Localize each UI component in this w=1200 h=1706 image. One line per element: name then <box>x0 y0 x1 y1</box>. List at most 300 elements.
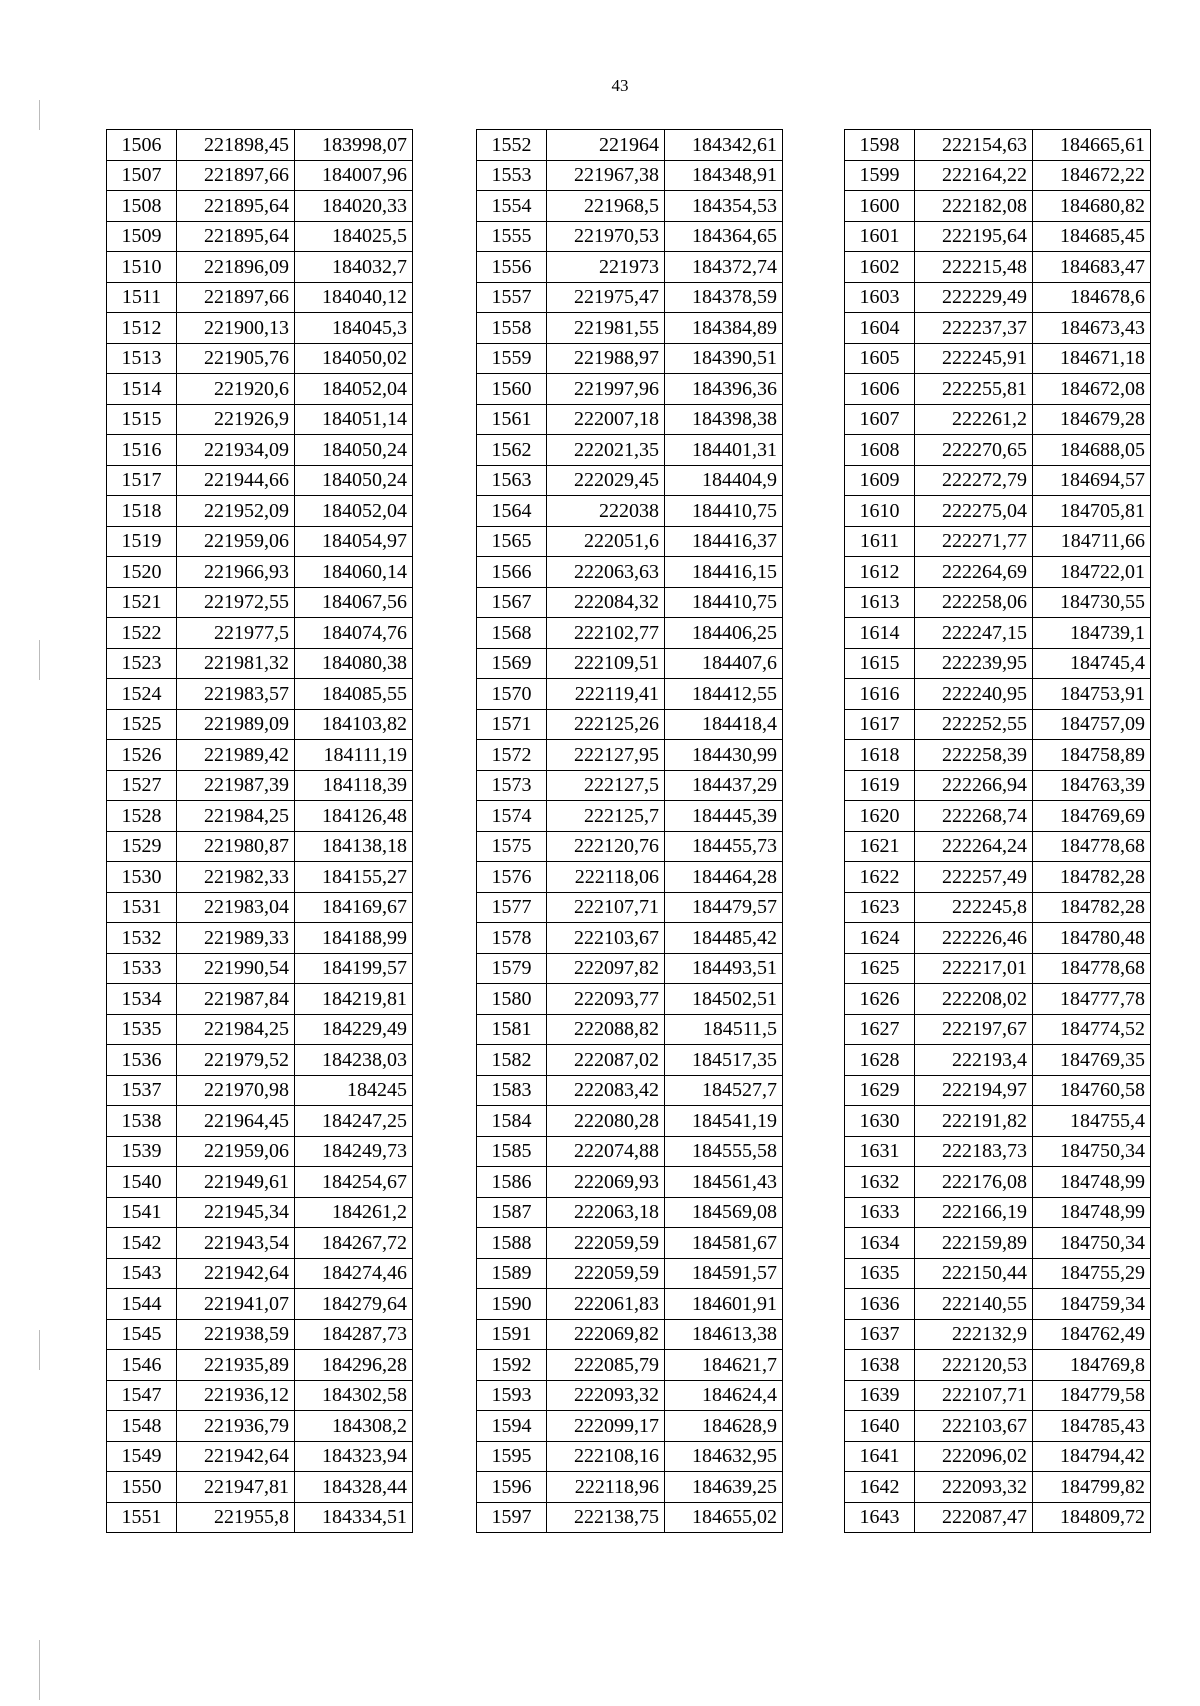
table-row <box>107 953 413 984</box>
table-row <box>845 1441 1151 1472</box>
point-number-cell: 1603 <box>845 282 915 313</box>
table-row <box>845 1472 1151 1503</box>
point-number-cell: 1585 <box>477 1136 547 1167</box>
x-coordinate-cell: 221895,64 <box>177 221 295 252</box>
x-coordinate-cell: 222127,95 <box>547 740 665 771</box>
table-row <box>845 465 1151 496</box>
y-coordinate-cell: 184569,08 <box>665 1197 783 1228</box>
point-number-cell: 1534 <box>107 984 177 1015</box>
point-number-cell: 1538 <box>107 1106 177 1137</box>
y-coordinate-cell: 184279,64 <box>295 1289 413 1320</box>
table-row <box>477 1289 783 1320</box>
x-coordinate-cell: 221936,12 <box>177 1380 295 1411</box>
y-coordinate-cell: 184527,7 <box>665 1075 783 1106</box>
x-coordinate-cell: 221975,47 <box>547 282 665 313</box>
x-coordinate-cell: 221987,84 <box>177 984 295 1015</box>
x-coordinate-cell: 221967,38 <box>547 160 665 191</box>
x-coordinate-cell: 222229,49 <box>915 282 1033 313</box>
x-coordinate-cell: 222103,67 <box>915 1411 1033 1442</box>
x-coordinate-cell: 221981,32 <box>177 648 295 679</box>
table-row <box>477 648 783 679</box>
x-coordinate-cell: 221983,04 <box>177 892 295 923</box>
table-row <box>477 862 783 893</box>
x-coordinate-cell: 221988,97 <box>547 343 665 374</box>
y-coordinate-cell: 184328,44 <box>295 1472 413 1503</box>
table-row <box>107 831 413 862</box>
y-coordinate-cell: 184050,24 <box>295 435 413 466</box>
x-coordinate-cell: 222217,01 <box>915 953 1033 984</box>
point-number-cell: 1634 <box>845 1228 915 1259</box>
point-number-cell: 1642 <box>845 1472 915 1503</box>
y-coordinate-cell: 184025,5 <box>295 221 413 252</box>
table-row <box>477 1228 783 1259</box>
x-coordinate-cell: 222275,04 <box>915 496 1033 527</box>
table-row <box>845 160 1151 191</box>
point-number-cell: 1599 <box>845 160 915 191</box>
x-coordinate-cell: 221964 <box>547 130 665 161</box>
y-coordinate-cell: 184502,51 <box>665 984 783 1015</box>
table-row <box>477 1014 783 1045</box>
point-number-cell: 1620 <box>845 801 915 832</box>
y-coordinate-cell: 184054,97 <box>295 526 413 557</box>
table-row <box>845 1380 1151 1411</box>
x-coordinate-cell: 222085,79 <box>547 1350 665 1381</box>
table-row <box>845 587 1151 618</box>
table-row <box>477 1411 783 1442</box>
y-coordinate-cell: 184445,39 <box>665 801 783 832</box>
table-row <box>845 221 1151 252</box>
table-row <box>107 374 413 405</box>
y-coordinate-cell: 184418,4 <box>665 709 783 740</box>
point-number-cell: 1630 <box>845 1106 915 1137</box>
point-number-cell: 1626 <box>845 984 915 1015</box>
table-row <box>477 1197 783 1228</box>
x-coordinate-cell: 222097,82 <box>547 953 665 984</box>
table-row <box>107 221 413 252</box>
point-number-cell: 1521 <box>107 587 177 618</box>
x-coordinate-cell: 221989,33 <box>177 923 295 954</box>
table-row <box>477 130 783 161</box>
y-coordinate-cell: 184517,35 <box>665 1045 783 1076</box>
point-number-cell: 1514 <box>107 374 177 405</box>
y-coordinate-cell: 184245 <box>295 1075 413 1106</box>
point-number-cell: 1607 <box>845 404 915 435</box>
x-coordinate-cell: 222264,24 <box>915 831 1033 862</box>
table-row <box>477 740 783 771</box>
point-number-cell: 1506 <box>107 130 177 161</box>
x-coordinate-cell: 222120,76 <box>547 831 665 862</box>
table-row <box>477 1441 783 1472</box>
x-coordinate-cell: 222051,6 <box>547 526 665 557</box>
x-coordinate-cell: 222271,77 <box>915 526 1033 557</box>
table-row <box>845 1106 1151 1137</box>
point-number-cell: 1579 <box>477 953 547 984</box>
point-number-cell: 1565 <box>477 526 547 557</box>
x-coordinate-cell: 222182,08 <box>915 191 1033 222</box>
table-row <box>107 1106 413 1137</box>
table-row <box>477 1472 783 1503</box>
y-coordinate-cell: 184769,8 <box>1033 1350 1151 1381</box>
y-coordinate-cell: 184169,67 <box>295 892 413 923</box>
point-number-cell: 1545 <box>107 1319 177 1350</box>
table-row <box>845 1045 1151 1076</box>
point-number-cell: 1632 <box>845 1167 915 1198</box>
table-row <box>107 740 413 771</box>
table-row <box>107 526 413 557</box>
point-number-cell: 1537 <box>107 1075 177 1106</box>
y-coordinate-cell: 184785,43 <box>1033 1411 1151 1442</box>
y-coordinate-cell: 184632,95 <box>665 1441 783 1472</box>
table-row <box>845 1502 1151 1533</box>
point-number-cell: 1523 <box>107 648 177 679</box>
point-number-cell: 1553 <box>477 160 547 191</box>
x-coordinate-cell: 221897,66 <box>177 282 295 313</box>
point-number-cell: 1519 <box>107 526 177 557</box>
table-row <box>107 679 413 710</box>
point-number-cell: 1595 <box>477 1441 547 1472</box>
table-row <box>477 1350 783 1381</box>
x-coordinate-cell: 221970,53 <box>547 221 665 252</box>
y-coordinate-cell: 184334,51 <box>295 1502 413 1533</box>
y-coordinate-cell: 184782,28 <box>1033 892 1151 923</box>
y-coordinate-cell: 184118,39 <box>295 770 413 801</box>
table-row <box>845 1228 1151 1259</box>
point-number-cell: 1627 <box>845 1014 915 1045</box>
x-coordinate-cell: 221920,6 <box>177 374 295 405</box>
y-coordinate-cell: 184778,68 <box>1033 953 1151 984</box>
point-number-cell: 1543 <box>107 1258 177 1289</box>
table-row <box>107 1075 413 1106</box>
x-coordinate-cell: 221966,93 <box>177 557 295 588</box>
x-coordinate-cell: 222257,49 <box>915 862 1033 893</box>
x-coordinate-cell: 222245,91 <box>915 343 1033 374</box>
table-row <box>477 770 783 801</box>
y-coordinate-cell: 184020,33 <box>295 191 413 222</box>
point-number-cell: 1643 <box>845 1502 915 1533</box>
y-coordinate-cell: 184763,39 <box>1033 770 1151 801</box>
y-coordinate-cell: 184777,78 <box>1033 984 1151 1015</box>
scan-margin-mark <box>39 100 40 130</box>
table-row <box>477 191 783 222</box>
y-coordinate-cell: 184739,1 <box>1033 618 1151 649</box>
y-coordinate-cell: 184396,36 <box>665 374 783 405</box>
x-coordinate-cell: 221895,64 <box>177 191 295 222</box>
point-number-cell: 1554 <box>477 191 547 222</box>
y-coordinate-cell: 184323,94 <box>295 1441 413 1472</box>
coordinates-table-1 <box>106 129 413 1533</box>
table-row <box>845 618 1151 649</box>
table-row <box>845 892 1151 923</box>
y-coordinate-cell: 184390,51 <box>665 343 783 374</box>
y-coordinate-cell: 184302,58 <box>295 1380 413 1411</box>
x-coordinate-cell: 222154,63 <box>915 130 1033 161</box>
y-coordinate-cell: 184372,74 <box>665 252 783 283</box>
x-coordinate-cell: 222164,22 <box>915 160 1033 191</box>
x-coordinate-cell: 222118,06 <box>547 862 665 893</box>
y-coordinate-cell: 184769,35 <box>1033 1045 1151 1076</box>
table-row <box>477 1136 783 1167</box>
y-coordinate-cell: 184274,46 <box>295 1258 413 1289</box>
y-coordinate-cell: 184430,99 <box>665 740 783 771</box>
point-number-cell: 1569 <box>477 648 547 679</box>
point-number-cell: 1592 <box>477 1350 547 1381</box>
point-number-cell: 1612 <box>845 557 915 588</box>
y-coordinate-cell: 184398,38 <box>665 404 783 435</box>
point-number-cell: 1591 <box>477 1319 547 1350</box>
point-number-cell: 1544 <box>107 1289 177 1320</box>
point-number-cell: 1613 <box>845 587 915 618</box>
y-coordinate-cell: 184007,96 <box>295 160 413 191</box>
point-number-cell: 1598 <box>845 130 915 161</box>
y-coordinate-cell: 184261,2 <box>295 1197 413 1228</box>
y-coordinate-cell: 184378,59 <box>665 282 783 313</box>
y-coordinate-cell: 184067,56 <box>295 587 413 618</box>
point-number-cell: 1542 <box>107 1228 177 1259</box>
point-number-cell: 1639 <box>845 1380 915 1411</box>
y-coordinate-cell: 184254,67 <box>295 1167 413 1198</box>
table-row <box>477 252 783 283</box>
point-number-cell: 1637 <box>845 1319 915 1350</box>
y-coordinate-cell: 184680,82 <box>1033 191 1151 222</box>
x-coordinate-cell: 222240,95 <box>915 679 1033 710</box>
point-number-cell: 1588 <box>477 1228 547 1259</box>
y-coordinate-cell: 184774,52 <box>1033 1014 1151 1045</box>
x-coordinate-cell: 222264,69 <box>915 557 1033 588</box>
x-coordinate-cell: 222268,74 <box>915 801 1033 832</box>
y-coordinate-cell: 184455,73 <box>665 831 783 862</box>
x-coordinate-cell: 222159,89 <box>915 1228 1033 1259</box>
x-coordinate-cell: 222084,32 <box>547 587 665 618</box>
scan-margin-mark <box>39 640 40 680</box>
point-number-cell: 1638 <box>845 1350 915 1381</box>
table-row <box>845 435 1151 466</box>
point-number-cell: 1617 <box>845 709 915 740</box>
x-coordinate-cell: 221935,89 <box>177 1350 295 1381</box>
table-row <box>107 648 413 679</box>
point-number-cell: 1533 <box>107 953 177 984</box>
x-coordinate-cell: 221938,59 <box>177 1319 295 1350</box>
y-coordinate-cell: 184613,38 <box>665 1319 783 1350</box>
x-coordinate-cell: 222119,41 <box>547 679 665 710</box>
point-number-cell: 1556 <box>477 252 547 283</box>
point-number-cell: 1641 <box>845 1441 915 1472</box>
x-coordinate-cell: 222176,08 <box>915 1167 1033 1198</box>
x-coordinate-cell: 222108,16 <box>547 1441 665 1472</box>
x-coordinate-cell: 222258,06 <box>915 587 1033 618</box>
y-coordinate-cell: 184296,28 <box>295 1350 413 1381</box>
table-row <box>845 313 1151 344</box>
x-coordinate-cell: 222107,71 <box>915 1380 1033 1411</box>
x-coordinate-cell: 221983,57 <box>177 679 295 710</box>
table-row <box>477 374 783 405</box>
x-coordinate-cell: 222261,2 <box>915 404 1033 435</box>
x-coordinate-cell: 222237,37 <box>915 313 1033 344</box>
point-number-cell: 1614 <box>845 618 915 649</box>
y-coordinate-cell: 184085,55 <box>295 679 413 710</box>
point-number-cell: 1531 <box>107 892 177 923</box>
y-coordinate-cell: 184705,81 <box>1033 496 1151 527</box>
table-row <box>107 130 413 161</box>
table-row <box>845 984 1151 1015</box>
y-coordinate-cell: 184188,99 <box>295 923 413 954</box>
table-row <box>477 709 783 740</box>
y-coordinate-cell: 184639,25 <box>665 1472 783 1503</box>
y-coordinate-cell: 184561,43 <box>665 1167 783 1198</box>
y-coordinate-cell: 184103,82 <box>295 709 413 740</box>
x-coordinate-cell: 221968,5 <box>547 191 665 222</box>
y-coordinate-cell: 184679,28 <box>1033 404 1151 435</box>
table-row <box>845 1350 1151 1381</box>
x-coordinate-cell: 222080,28 <box>547 1106 665 1137</box>
y-coordinate-cell: 184407,6 <box>665 648 783 679</box>
point-number-cell: 1628 <box>845 1045 915 1076</box>
table-row <box>845 557 1151 588</box>
x-coordinate-cell: 222074,88 <box>547 1136 665 1167</box>
table-row <box>845 740 1151 771</box>
point-number-cell: 1589 <box>477 1258 547 1289</box>
y-coordinate-cell: 184683,47 <box>1033 252 1151 283</box>
y-coordinate-cell: 184354,53 <box>665 191 783 222</box>
table-row <box>477 465 783 496</box>
point-number-cell: 1605 <box>845 343 915 374</box>
x-coordinate-cell: 222195,64 <box>915 221 1033 252</box>
x-coordinate-cell: 221980,87 <box>177 831 295 862</box>
y-coordinate-cell: 184050,24 <box>295 465 413 496</box>
y-coordinate-cell: 184247,25 <box>295 1106 413 1137</box>
x-coordinate-cell: 222140,55 <box>915 1289 1033 1320</box>
x-coordinate-cell: 221900,13 <box>177 313 295 344</box>
y-coordinate-cell: 184628,9 <box>665 1411 783 1442</box>
y-coordinate-cell: 184412,55 <box>665 679 783 710</box>
table-row <box>107 1258 413 1289</box>
table-row <box>845 343 1151 374</box>
y-coordinate-cell: 184080,38 <box>295 648 413 679</box>
point-number-cell: 1510 <box>107 252 177 283</box>
x-coordinate-cell: 221897,66 <box>177 160 295 191</box>
point-number-cell: 1606 <box>845 374 915 405</box>
table-row <box>107 1167 413 1198</box>
table-row <box>107 1411 413 1442</box>
table-row <box>845 679 1151 710</box>
x-coordinate-cell: 221959,06 <box>177 526 295 557</box>
point-number-cell: 1561 <box>477 404 547 435</box>
table-row <box>477 1075 783 1106</box>
y-coordinate-cell: 184485,42 <box>665 923 783 954</box>
x-coordinate-cell: 221905,76 <box>177 343 295 374</box>
y-coordinate-cell: 184755,4 <box>1033 1106 1151 1137</box>
y-coordinate-cell: 184126,48 <box>295 801 413 832</box>
y-coordinate-cell: 184138,18 <box>295 831 413 862</box>
x-coordinate-cell: 222120,53 <box>915 1350 1033 1381</box>
y-coordinate-cell: 184581,67 <box>665 1228 783 1259</box>
x-coordinate-cell: 222093,32 <box>547 1380 665 1411</box>
y-coordinate-cell: 184219,81 <box>295 984 413 1015</box>
table-row <box>477 1167 783 1198</box>
y-coordinate-cell: 184111,19 <box>295 740 413 771</box>
x-coordinate-cell: 221942,64 <box>177 1441 295 1472</box>
x-coordinate-cell: 221947,81 <box>177 1472 295 1503</box>
x-coordinate-cell: 222125,7 <box>547 801 665 832</box>
table-row <box>477 587 783 618</box>
point-number-cell: 1524 <box>107 679 177 710</box>
point-number-cell: 1619 <box>845 770 915 801</box>
x-coordinate-cell: 222118,96 <box>547 1472 665 1503</box>
table-row <box>107 1472 413 1503</box>
point-number-cell: 1508 <box>107 191 177 222</box>
x-coordinate-cell: 222270,65 <box>915 435 1033 466</box>
x-coordinate-cell: 221997,96 <box>547 374 665 405</box>
x-coordinate-cell: 222132,9 <box>915 1319 1033 1350</box>
table-row <box>477 404 783 435</box>
table-row <box>107 770 413 801</box>
y-coordinate-cell: 184757,09 <box>1033 709 1151 740</box>
x-coordinate-cell: 222258,39 <box>915 740 1033 771</box>
x-coordinate-cell: 221964,45 <box>177 1106 295 1137</box>
y-coordinate-cell: 184672,08 <box>1033 374 1151 405</box>
x-coordinate-cell: 222127,5 <box>547 770 665 801</box>
y-coordinate-cell: 184401,31 <box>665 435 783 466</box>
table-row <box>107 587 413 618</box>
table-row <box>477 679 783 710</box>
table-row <box>107 923 413 954</box>
y-coordinate-cell: 184745,4 <box>1033 648 1151 679</box>
point-number-cell: 1509 <box>107 221 177 252</box>
y-coordinate-cell: 184672,22 <box>1033 160 1151 191</box>
point-number-cell: 1618 <box>845 740 915 771</box>
point-number-cell: 1623 <box>845 892 915 923</box>
x-coordinate-cell: 221955,8 <box>177 1502 295 1533</box>
x-coordinate-cell: 222059,59 <box>547 1258 665 1289</box>
y-coordinate-cell: 184760,58 <box>1033 1075 1151 1106</box>
x-coordinate-cell: 222208,02 <box>915 984 1033 1015</box>
y-coordinate-cell: 184730,55 <box>1033 587 1151 618</box>
x-coordinate-cell: 222087,02 <box>547 1045 665 1076</box>
point-number-cell: 1512 <box>107 313 177 344</box>
y-coordinate-cell: 184688,05 <box>1033 435 1151 466</box>
point-number-cell: 1548 <box>107 1411 177 1442</box>
x-coordinate-cell: 221990,54 <box>177 953 295 984</box>
x-coordinate-cell: 221984,25 <box>177 1014 295 1045</box>
x-coordinate-cell: 221970,98 <box>177 1075 295 1106</box>
point-number-cell: 1539 <box>107 1136 177 1167</box>
y-coordinate-cell: 184050,02 <box>295 343 413 374</box>
y-coordinate-cell: 184748,99 <box>1033 1167 1151 1198</box>
table-row <box>845 1075 1151 1106</box>
y-coordinate-cell: 184671,18 <box>1033 343 1151 374</box>
table-row <box>477 1106 783 1137</box>
x-coordinate-cell: 222150,44 <box>915 1258 1033 1289</box>
table-row <box>845 1258 1151 1289</box>
y-coordinate-cell: 184694,57 <box>1033 465 1151 496</box>
y-coordinate-cell: 184779,58 <box>1033 1380 1151 1411</box>
point-number-cell: 1597 <box>477 1502 547 1533</box>
table-row <box>107 1319 413 1350</box>
point-number-cell: 1549 <box>107 1441 177 1472</box>
point-number-cell: 1574 <box>477 801 547 832</box>
point-number-cell: 1611 <box>845 526 915 557</box>
table-row <box>107 618 413 649</box>
point-number-cell: 1526 <box>107 740 177 771</box>
y-coordinate-cell: 184479,57 <box>665 892 783 923</box>
table-row <box>845 1197 1151 1228</box>
x-coordinate-cell: 221977,5 <box>177 618 295 649</box>
table-row <box>107 496 413 527</box>
y-coordinate-cell: 184410,75 <box>665 496 783 527</box>
y-coordinate-cell: 184711,66 <box>1033 526 1151 557</box>
point-number-cell: 1582 <box>477 1045 547 1076</box>
x-coordinate-cell: 222021,35 <box>547 435 665 466</box>
point-number-cell: 1518 <box>107 496 177 527</box>
